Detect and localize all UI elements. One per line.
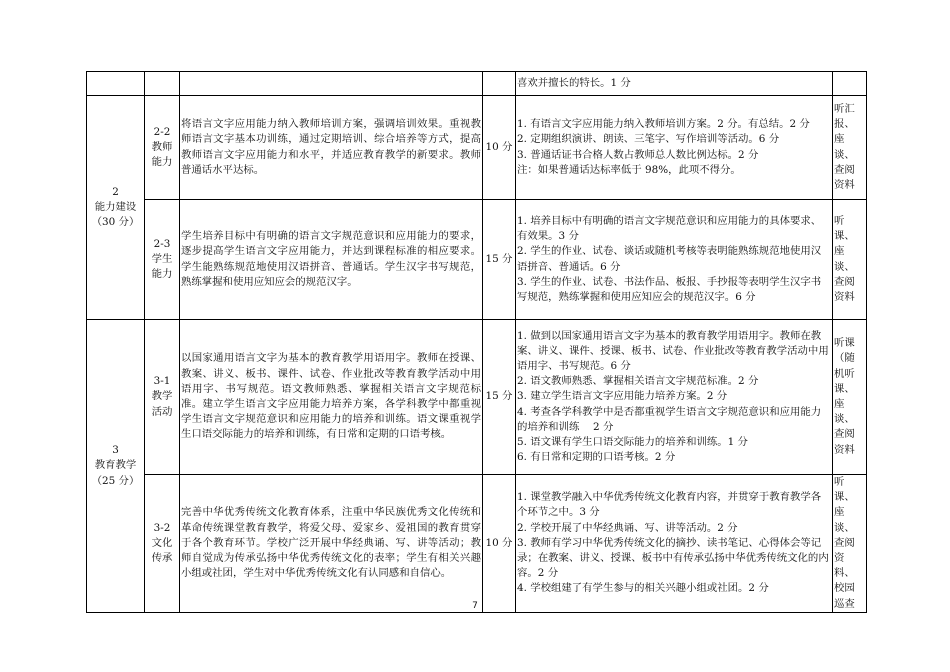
- category-label: 3 教育教学 （25 分）: [91, 444, 140, 487]
- score-cell: [483, 72, 516, 96]
- method-cell: 听课、座谈、查阅资料: [833, 200, 867, 320]
- subcategory-cell: [145, 475, 180, 613]
- score-cell: 15 分: [483, 200, 516, 320]
- description-cell: 以国家通用语言文字为基本的教育教学用语用字。教师在授课、教案、讲义、板书、课件、试卷、作业批改等教育教学活动中用语用字、书写规范。语文教师熟悉、掌握相关语言文字规范标准。建立学生语言文字应用能力培养方案，各学科教学中都重视学生语言文字规范意识和应用能力的培养和训练。语文课重视学生口语交际能力的培养和训练，有日常和定期的口语考核。: [180, 320, 483, 475]
- criteria-line: 注：如果普通话达标率低于 98%，此项不得分。: [517, 163, 741, 176]
- page-number: 7: [472, 601, 478, 611]
- subcategory-label: 2-3 学生 能力: [151, 237, 173, 281]
- table-row: [87, 96, 867, 200]
- criteria-cell: [516, 72, 833, 96]
- subcategory-cell: [145, 200, 180, 320]
- category-cell: [87, 320, 145, 613]
- criteria-line: 2. 语文教师熟悉、掌握相关语言文字规范标准。2 分: [517, 375, 759, 388]
- criteria-line: 1. 课堂教学融入中华优秀传统文化教育内容，并贯穿于教育教学各个环节之中。3 分: [517, 491, 822, 519]
- category-cell: [87, 72, 145, 96]
- description-cell: 将语言文字应用能力纳入教师培训方案，强调培训效果。重视教师语言文字基本功训练，通过定期培训、综合培养等方式，提高教师语言文字应用能力和水平，并适应教育教学的新要求。教师普通话水平达标。: [180, 96, 483, 200]
- description-cell: 完善中华优秀传统文化教育体系，注重中华民族优秀文化传统和革命传统课堂教育教学，将爱父母、爱家乡、爱祖国的教育贯穿于各个教育环节。学校广泛开展中华经典诵、写、讲等活动；教师自觉成为传承弘扬中华优秀传统文化的表率；学生有相关兴趣小组或社团，学生对中华优秀传统文化有认同感和自信心。: [180, 475, 483, 613]
- criteria-line: 3. 建立学生语言文字应用能力培养方案。2 分: [517, 390, 728, 403]
- criteria-line: 1. 做到以国家通用语言文字为基本的教育教学用语用字。教师在教案、讲义、课件、授课、板书、试卷、作业批改等教育教学活动中用语用字、书写规范。6 分: [517, 329, 829, 372]
- table-row: [87, 72, 867, 96]
- description-cell: [180, 72, 483, 96]
- criteria-line: 3. 教师有学习中华优秀传统文化的摘抄、读书笔记、心得体会等记录；在教案、讲义、授课、板书中有传承弘扬中华优秀传统文化的内容。2 分: [517, 536, 829, 580]
- category-label: 2 能力建设 （30 分）: [91, 185, 140, 229]
- score-cell: 10 分: [483, 475, 516, 613]
- subcategory-label: 3-2 文化 传承: [151, 521, 173, 565]
- table-row: [87, 475, 867, 613]
- method-cell: 听课、座谈、查阅资料、校园巡查: [833, 475, 867, 613]
- criteria-line: 喜欢并擅长的特长。1 分: [517, 76, 631, 89]
- criteria-cell: [516, 320, 833, 475]
- subcategory-cell: [145, 72, 180, 96]
- method-cell: 听汇报、座谈、查阅资料: [833, 96, 867, 200]
- category-cell: [87, 96, 145, 320]
- criteria-cell: [516, 475, 833, 613]
- criteria-line: 3. 学生的作业、试卷、书法作品、板报、手抄报等表明学生汉字书写规范，熟练掌握和使用应知应会的规范汉字。6 分: [517, 275, 822, 303]
- criteria-line: 2. 定期组织演讲、朗读、三笔字、写作培训等活动。6 分: [517, 133, 780, 146]
- criteria-line: 5. 语文课有学生口语交际能力的培养和训练。1 分: [517, 436, 748, 448]
- criteria-line: 6. 有日常和定期的口语考核。2 分: [517, 451, 676, 464]
- method-cell: [833, 72, 867, 96]
- criteria-cell: [516, 200, 833, 320]
- score-cell: 15 分: [483, 320, 516, 475]
- evaluation-table: [86, 71, 867, 613]
- table-row: [87, 200, 867, 320]
- criteria-cell: [516, 96, 833, 200]
- subcategory-cell: [145, 320, 180, 475]
- criteria-line: 4. 考查各学科教学中是否都重视学生语言文字规范意识和应用能力的培养和训练 2 分: [517, 405, 822, 433]
- criteria-line: 4. 学校组建了有学生参与的相关兴趣小组或社团。2 分: [517, 582, 769, 595]
- method-cell: 听课（随机听课、座谈、查阅资料: [833, 320, 867, 475]
- score-cell: 10 分: [483, 96, 516, 200]
- criteria-line: 2. 学校开展了中华经典诵、写、讲等活动。2 分: [517, 521, 738, 534]
- criteria-line: 1. 培养目标中有明确的语言文字规范意识和应用能力的具体要求、有效果。3 分: [517, 214, 822, 243]
- criteria-line: 1. 有语言文字应用能力纳入教师培训方案。2 分。有总结。2 分: [517, 118, 810, 131]
- criteria-line: 3. 普通话证书合格人数占教师总人数比例达标。2 分: [517, 148, 759, 161]
- subcategory-label: 2-2 教师 能力: [151, 125, 173, 169]
- description-cell: 学生培养目标中有明确的语言文字规范意识和应用能力的要求，逐步提高学生语言文字应用能力，并达到课程标准的相应要求。学生能熟练规范地使用汉语拼音、普通话。学生汉字书写规范，熟练掌握和使用应知应会的规范汉字。: [180, 200, 483, 320]
- criteria-line: 2. 学生的作业、试卷、谈话或随机考核等表明能熟练规范地使用汉语拼音、普通话。6 分: [517, 245, 822, 273]
- subcategory-cell: [145, 96, 180, 200]
- table-row: [87, 320, 867, 475]
- subcategory-label: 3-1 教学 活动: [151, 375, 173, 418]
